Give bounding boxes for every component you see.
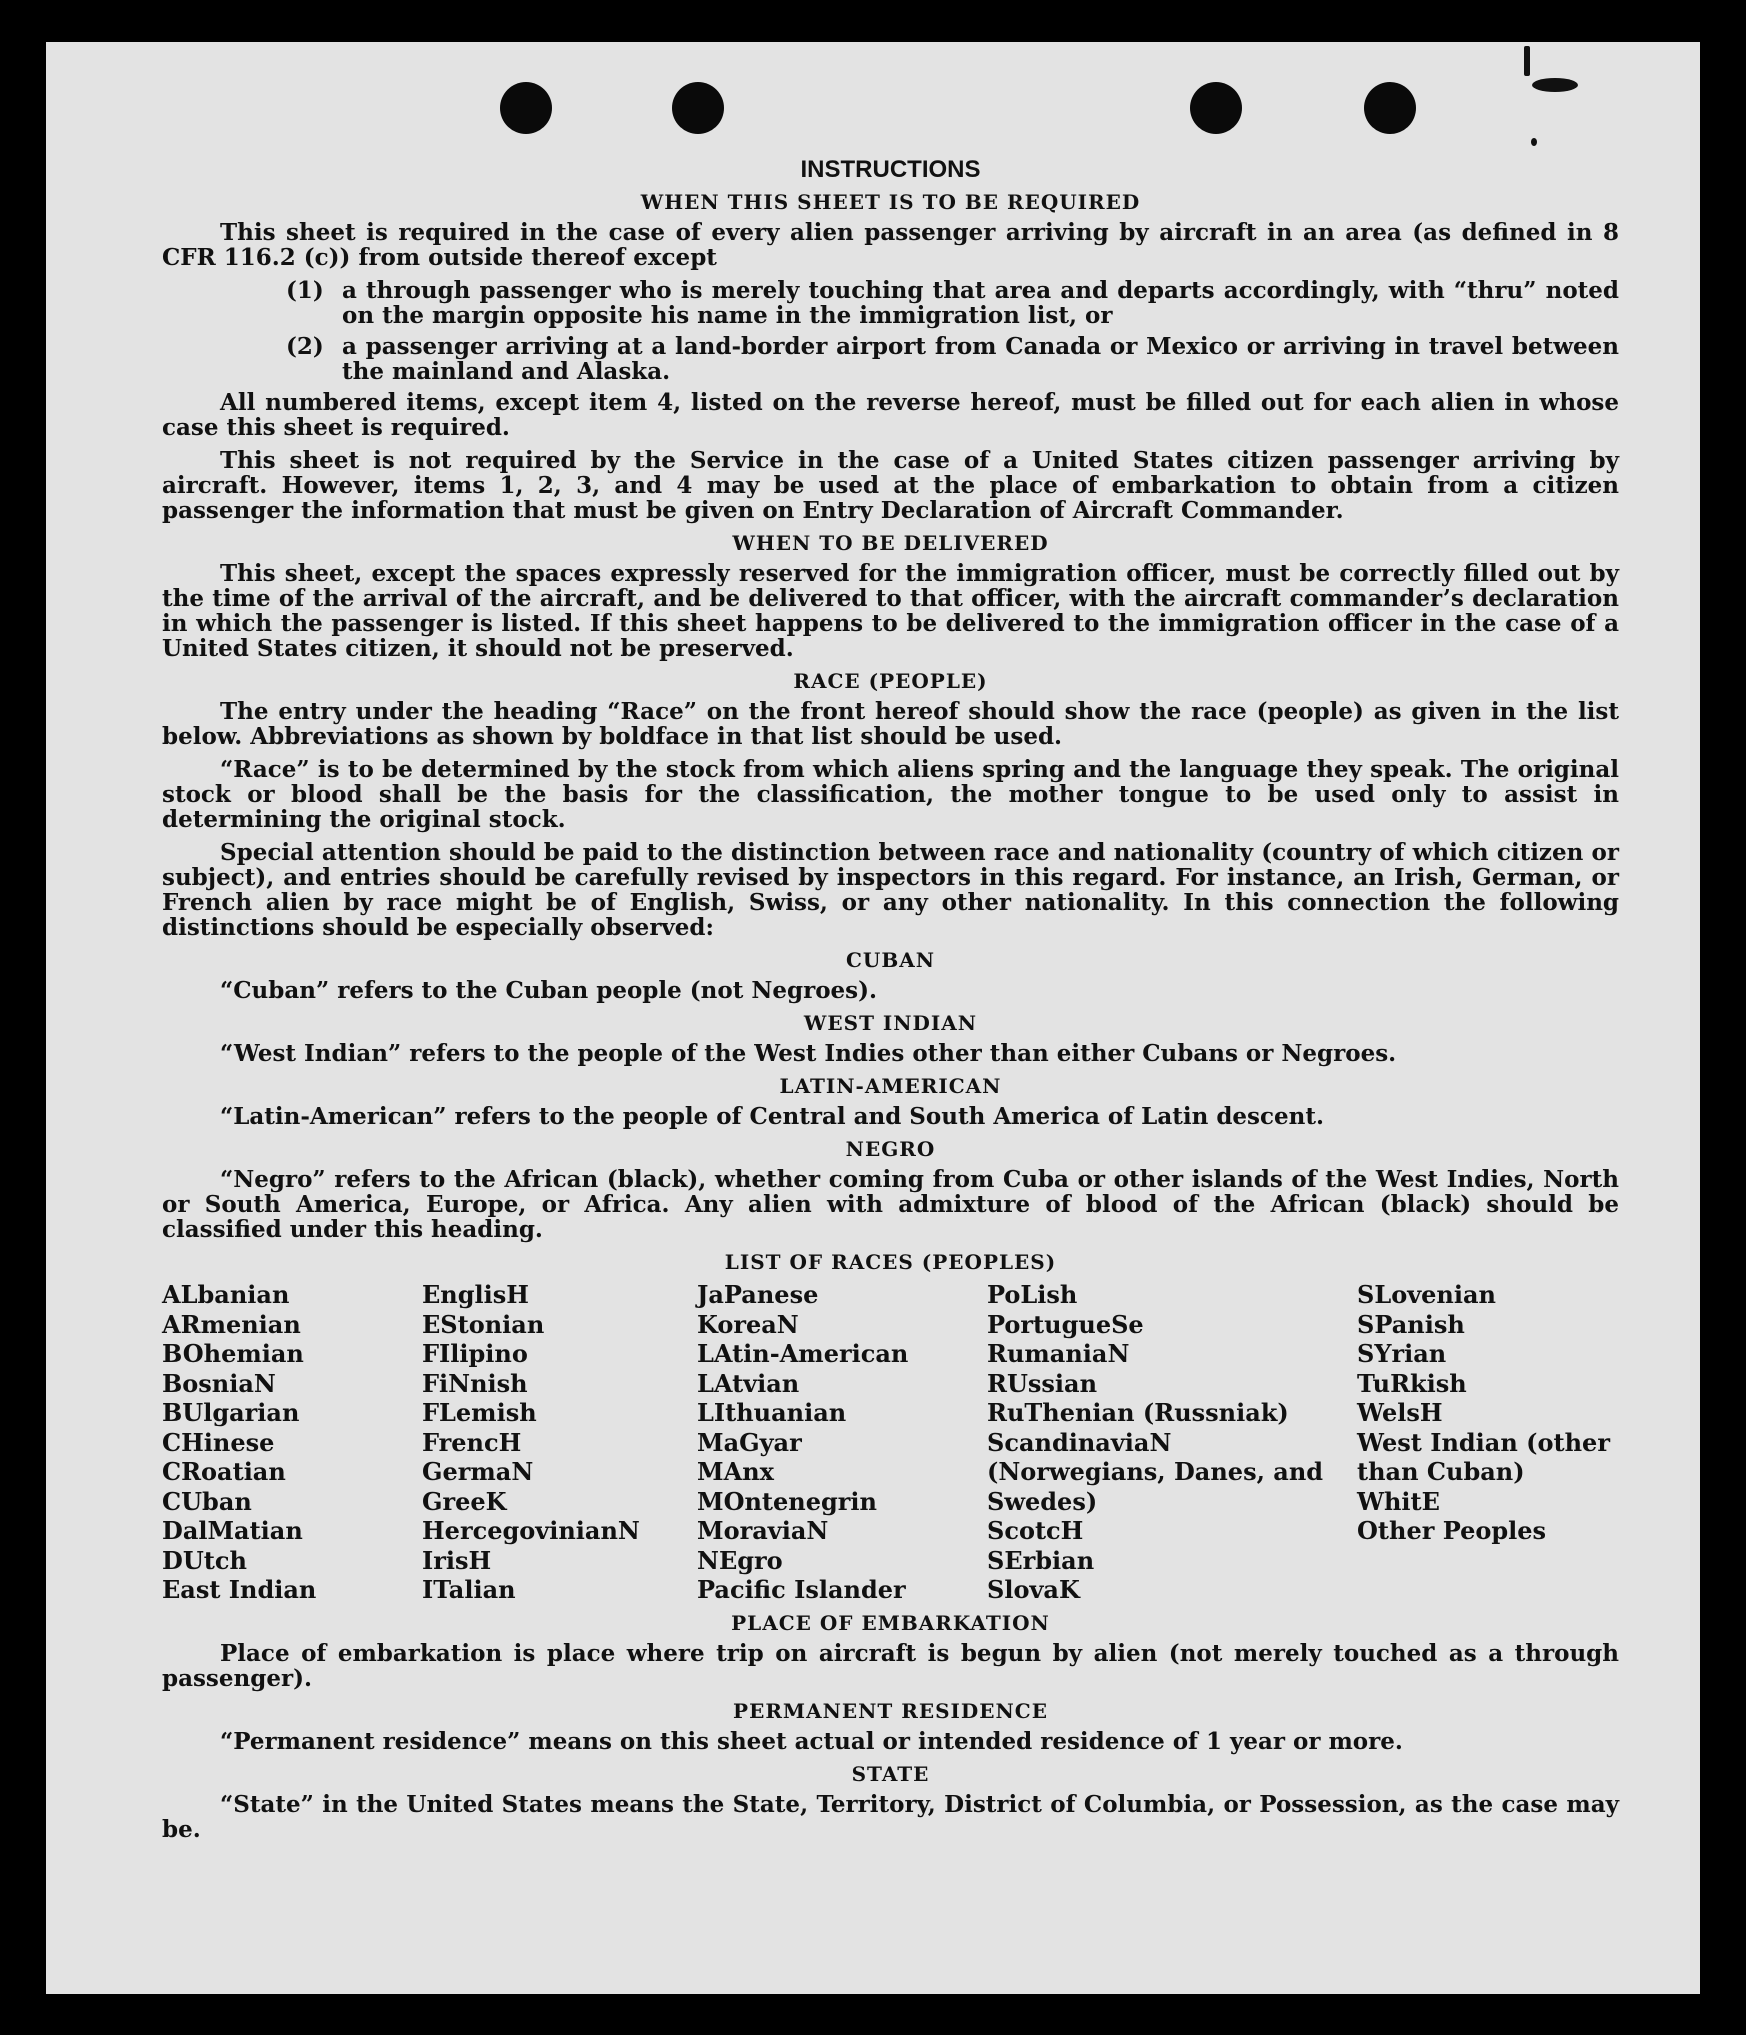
race-entry: BOhemian — [162, 1339, 304, 1368]
race-entry: EnglisH — [422, 1280, 529, 1309]
race-entry: FiNnish — [422, 1368, 528, 1398]
document-page — [46, 42, 1700, 1994]
race-entry: WelsH — [1357, 1398, 1443, 1427]
item-text: a through passenger who is merely touching that area and departs accordingly, with “thru” noted on the margin opposite his name in the immigration list, or — [342, 277, 1619, 329]
page-title: INSTRUCTIONS — [800, 156, 981, 183]
race-entry: JaPanese — [697, 1280, 819, 1309]
races-column — [1357, 1280, 1619, 1605]
paragraph: “Cuban” refers to the Cuban people (not Negroes). — [220, 977, 878, 1004]
instructions-body — [162, 116, 1619, 1850]
heading-state: STATE — [851, 1761, 930, 1786]
list-item — [162, 334, 1619, 384]
race-entry: LAtin-American — [697, 1339, 909, 1368]
race-entry: LAtvian — [697, 1368, 800, 1398]
heading-list-of-races: LIST OF RACES (PEOPLES) — [724, 1250, 1057, 1274]
paragraph: “State” in the United States means the State, Territory, District of Columbia, or Possession, as the case may be. — [162, 1790, 1619, 1843]
race-entry: SLovenian — [1357, 1280, 1496, 1309]
race-entry: ITalian — [422, 1575, 516, 1604]
race-entry: RuThenian (Russniak) — [987, 1398, 1289, 1427]
race-entry: CUban — [162, 1486, 252, 1516]
paragraph: This sheet is not required by the Service in the case of a United States citizen passenger arriving by aircraft. However, items 1, 2, 3, and 4 may be used at the place of embarkation to obtain from a citizen passenger the information that must be given on Entry Declaration of Aircraft Commander. — [162, 447, 1619, 524]
race-entry: FrencH — [422, 1427, 522, 1457]
races-column — [162, 1280, 422, 1605]
race-entry: RUssian — [987, 1368, 1098, 1398]
race-entry: IrisH — [422, 1545, 492, 1575]
heading-when-delivered: WHEN TO BE DELIVERED — [732, 531, 1049, 555]
ink-blot — [1524, 46, 1530, 76]
paragraph: The entry under the heading “Race” on the front hereof should show the race (people) as given in the list below. Abbreviations as shown by boldface in that list should be used. — [162, 698, 1619, 750]
race-entry: Pacific Islander — [697, 1575, 906, 1604]
race-entry: ALbanian — [162, 1280, 290, 1309]
paragraph: This sheet, except the spaces expressly reserved for the immigration officer, must be correctly filled out by the time of the arrival of the aircraft, and be delivered to that officer, with the aircraft commander’s declaration in which the passenger is listed. If this sheet happens to be delivered to the immigration officer in the case of a United States citizen, it should not be preserved. — [162, 560, 1619, 662]
heading-embarkation: PLACE OF EMBARKATION — [731, 1610, 1050, 1635]
race-entry: CRoatian — [162, 1457, 286, 1486]
heading-west-indian: WEST INDIAN — [803, 1011, 978, 1035]
race-entry: LIthuanian — [697, 1398, 847, 1427]
race-entry: FIlipino — [422, 1339, 528, 1368]
heading-cuban: CUBAN — [845, 948, 936, 972]
item-number: (2) — [286, 333, 324, 360]
heading-when-required: WHEN THIS SHEET IS TO BE REQUIRED — [640, 190, 1141, 214]
paragraph: “Permanent residence” means on this sheet actual or intended residence of 1 year or more. — [220, 1727, 1403, 1755]
paragraph: All numbered items, except item 4, listed on the reverse hereof, must be filled out for each alien in whose case this sheet is required. — [162, 389, 1619, 441]
race-entry: MAnx — [697, 1457, 774, 1486]
heading-race: RACE (PEOPLE) — [793, 669, 988, 693]
race-entry: WhitE — [1357, 1486, 1440, 1516]
race-entry: PoLish — [987, 1280, 1078, 1309]
race-entry: DUtch — [162, 1545, 247, 1575]
heading-latin-american: LATIN-AMERICAN — [779, 1074, 1002, 1098]
race-entry: SlovaK — [987, 1575, 1080, 1604]
list-item — [162, 278, 1619, 328]
heading-residence: PERMANENT RESIDENCE — [733, 1698, 1048, 1723]
item-number: (1) — [286, 277, 324, 304]
race-entry: FLemish — [422, 1398, 537, 1427]
races-list — [162, 1280, 1619, 1605]
race-entry: GreeK — [422, 1486, 507, 1516]
race-entry: Other Peoples — [1357, 1516, 1547, 1545]
race-entry: West Indian (other than Cuban) — [1357, 1427, 1610, 1486]
race-entry: RumaniaN — [987, 1339, 1130, 1368]
races-column — [697, 1280, 987, 1605]
heading-negro: NEGRO — [845, 1137, 936, 1161]
item-text: a passenger arriving at a land-border airport from Canada or Mexico or arriving in travel between the mainland and Alaska. — [342, 333, 1619, 385]
paragraph: Place of embarkation is place where trip on aircraft is begun by alien (not merely touched as a through passenger). — [162, 1639, 1619, 1692]
paragraph: “Latin-American” refers to the people of Central and South America of Latin descent. — [220, 1103, 1324, 1130]
paragraph: Special attention should be paid to the distinction between race and nationality (country of which citizen or subject), and entries should be carefully revised by inspectors in this regard. For instance, an Irish, German, or French alien by race might be of English, Swiss, or any other nationality. In this connection the following distinctions should be especially observed: — [162, 839, 1619, 941]
paragraph: This sheet is required in the case of every alien passenger arriving by aircraft in an area (as defined in 8 CFR 116.2 (c)) from outside thereof except — [162, 219, 1619, 271]
race-entry: ScotcH — [987, 1516, 1084, 1545]
race-entry: MOntenegrin — [697, 1486, 877, 1516]
paragraph: “Race” is to be determined by the stock from which aliens spring and the language they speak. The original stock or blood shall be the basis for the classification, the mother tongue to be used only to assist in determining the original stock. — [162, 756, 1619, 833]
race-entry: SErbian — [987, 1545, 1095, 1575]
paragraph: “West Indian” refers to the people of the West Indies other than either Cubans or Negroes. — [220, 1040, 1397, 1067]
race-entry: TuRkish — [1357, 1368, 1467, 1398]
race-entry: BosniaN — [162, 1368, 276, 1398]
race-entry: MoraviaN — [697, 1516, 829, 1545]
race-entry: SYrian — [1357, 1339, 1447, 1368]
race-entry: CHinese — [162, 1427, 275, 1457]
race-entry: PortugueSe — [987, 1309, 1144, 1339]
races-column — [987, 1280, 1357, 1605]
race-entry: NEgro — [697, 1545, 783, 1575]
race-entry: KoreaN — [697, 1309, 799, 1339]
race-entry: HercegovinianN — [422, 1516, 640, 1545]
races-column — [422, 1280, 697, 1605]
ink-blot — [1532, 78, 1578, 92]
race-entry: BUlgarian — [162, 1398, 300, 1427]
race-entry: ARmenian — [162, 1309, 301, 1339]
paragraph: “Negro” refers to the African (black), whether coming from Cuba or other islands of the West Indies, North or South America, Europe, or Africa. Any alien with admixture of blood of the African (black) should be classified under this heading. — [162, 1166, 1619, 1243]
race-entry: EStonian — [422, 1309, 545, 1339]
race-entry: ScandinaviaN (Norwegians, Danes, and Swedes) — [987, 1427, 1324, 1516]
race-entry: SPanish — [1357, 1309, 1465, 1339]
race-entry: GermaN — [422, 1457, 534, 1486]
race-entry: MaGyar — [697, 1427, 802, 1457]
race-entry: East Indian — [162, 1575, 317, 1604]
race-entry: DalMatian — [162, 1516, 303, 1545]
